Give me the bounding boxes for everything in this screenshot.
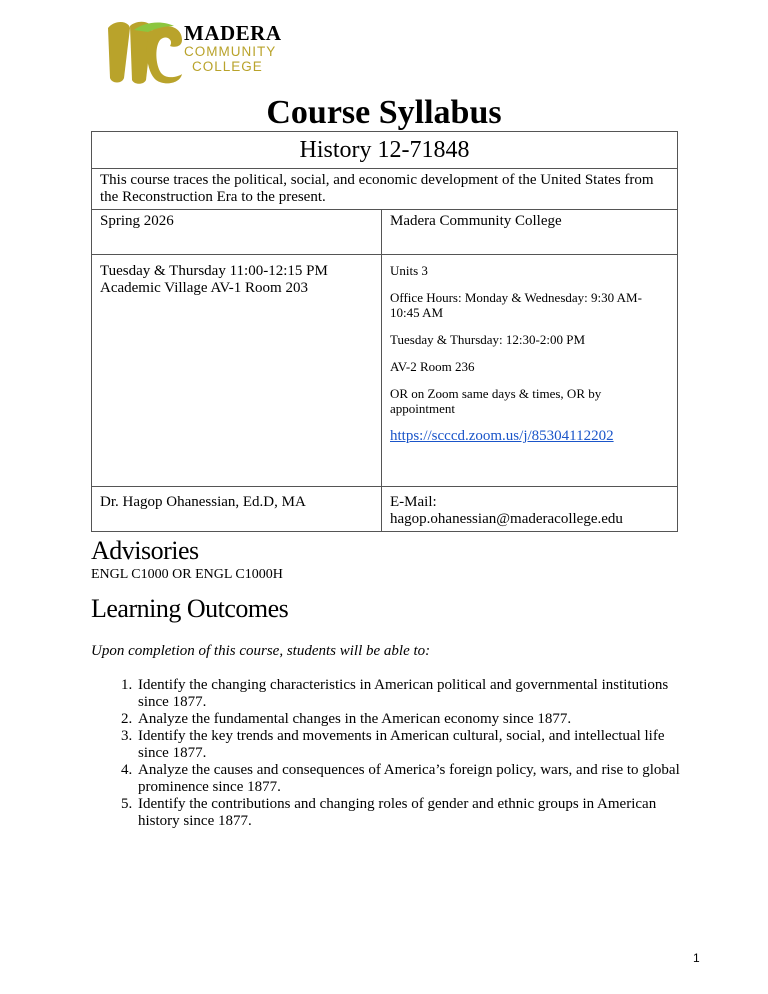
college-logo	[100, 18, 300, 86]
outcomes-heading: Learning Outcomes	[91, 594, 289, 623]
office-hours-cell	[382, 255, 678, 487]
list-item: 3. Identify the key trends and movements in American cultural, social, and intellectual life since 1877.	[136, 728, 696, 762]
email-label: E-Mail:	[390, 494, 437, 510]
college-name: Madera Community College	[390, 213, 562, 229]
logo-emblem-icon	[100, 18, 184, 86]
table-row	[92, 210, 678, 255]
email-cell	[382, 487, 678, 532]
list-item: 4. Analyze the causes and consequences of America’s foreign policy, wars, and rise to global prominence since 1877.	[136, 762, 696, 796]
list-item: 2. Analyze the fundamental changes in the American economy since 1877.	[136, 711, 696, 728]
advisories-heading: Advisories	[91, 536, 199, 565]
zoom-link[interactable]: https://scccd.zoom.us/j/85304112202	[390, 428, 614, 444]
table-row	[92, 255, 678, 487]
class-location: Academic Village AV-1 Room 203	[100, 280, 308, 296]
units: Units 3	[390, 263, 428, 278]
schedule-cell	[92, 255, 382, 487]
course-description: This course traces the political, social, and economic development of the United States from the Reconstruction Era to the present.	[92, 169, 678, 210]
list-item: 1. Identify the changing characteristics in American political and governmental institutions since 1877.	[136, 677, 696, 711]
instructor-cell	[92, 487, 382, 532]
advisories-text: ENGL C1000 OR ENGL C1000H	[91, 567, 283, 582]
zoom-note: OR on Zoom same days & times, OR by appointment	[390, 386, 602, 416]
office-room: AV-2 Room 236	[390, 359, 475, 374]
course-info-table	[91, 131, 678, 532]
table-row	[92, 132, 678, 169]
page-number: 1	[693, 951, 700, 965]
class-schedule: Tuesday & Thursday 11:00-12:15 PM	[100, 263, 328, 279]
office-hours-mw: Office Hours: Monday & Wednesday: 9:30 AM-10:45 AM	[390, 290, 642, 320]
email-address[interactable]: hagop.ohanessian@maderacollege.edu	[390, 511, 623, 527]
table-row	[92, 169, 678, 210]
page-title: Course Syllabus	[266, 94, 502, 131]
office-hours-tt: Tuesday & Thursday: 12:30-2:00 PM	[390, 332, 586, 347]
list-item: 5. Identify the contributions and changing roles of gender and ethnic groups in American history since 1877.	[136, 796, 696, 830]
instructor-name: Dr. Hagop Ohanessian, Ed.D, MA	[100, 494, 306, 510]
outcomes-list	[91, 677, 696, 830]
table-row	[92, 487, 678, 532]
term-cell	[92, 210, 382, 255]
college-cell	[382, 210, 678, 255]
logo-name: MADERA	[184, 21, 282, 45]
outcomes-intro: Upon completion of this course, students will be able to:	[91, 643, 431, 659]
logo-line-community: COMMUNITY	[184, 44, 277, 59]
course-number: History 12-71848	[92, 132, 678, 169]
logo-line-college: COLLEGE	[192, 59, 263, 74]
term: Spring 2026	[100, 213, 174, 229]
